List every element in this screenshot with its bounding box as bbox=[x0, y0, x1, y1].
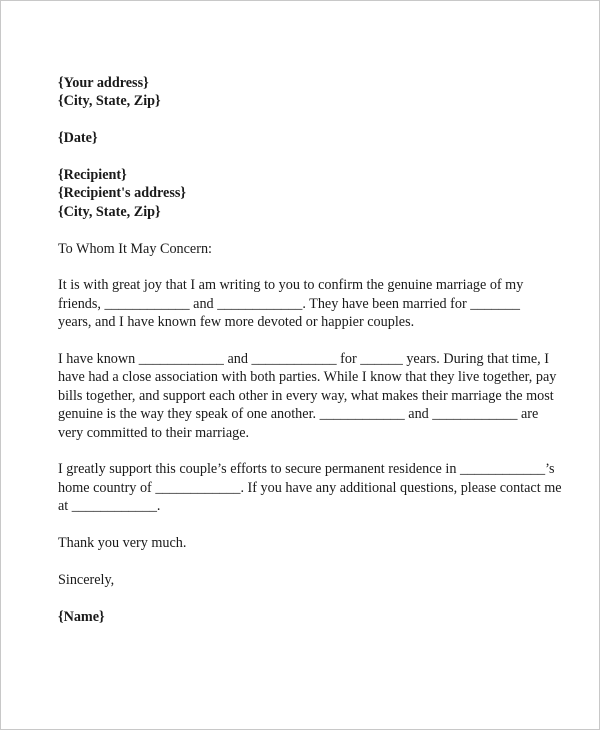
recipient-address: {Recipient's address} bbox=[58, 185, 186, 202]
paragraph-line: genuine is the way they speak of one another. ____________ and ____________ are bbox=[58, 406, 539, 423]
thanks-block bbox=[58, 534, 568, 552]
paragraph-line: bills together, and support each other in every way, what makes their marriage the most bbox=[58, 387, 554, 404]
paragraph-line: home country of ____________. If you have any additional questions, please contact me bbox=[58, 479, 562, 496]
thanks-text: Thank you very much. bbox=[58, 535, 187, 552]
signature-name: {Name} bbox=[58, 608, 105, 625]
recipient-city-state-zip: {City, State, Zip} bbox=[58, 203, 161, 220]
sender-city-state-zip: {City, State, Zip} bbox=[58, 93, 161, 110]
closing-block bbox=[58, 571, 568, 589]
paragraph-line: at ____________. bbox=[58, 498, 161, 515]
paragraph-line: have had a close association with both parties. While I know that they live together, pay bbox=[58, 369, 557, 386]
letter-body bbox=[58, 74, 568, 644]
paragraph-1 bbox=[58, 276, 568, 331]
paragraph-line: I have known ____________ and ____________ for ______ years. During that time, I bbox=[58, 351, 549, 368]
paragraph-line: very committed to their marriage. bbox=[58, 424, 250, 441]
signature-block bbox=[58, 608, 568, 626]
recipient-block bbox=[58, 166, 568, 221]
paragraph-line: friends, ____________ and ____________. They have been married for _______ bbox=[58, 295, 520, 312]
paragraph-line: I greatly support this couple’s efforts to secure permanent residence in ____________’s bbox=[58, 461, 555, 478]
paragraph-line: years, and I have known few more devoted or happier couples. bbox=[58, 314, 415, 331]
salutation-block bbox=[58, 240, 568, 258]
date-block bbox=[58, 129, 568, 147]
recipient-name: {Recipient} bbox=[58, 167, 127, 183]
salutation: To Whom It May Concern: bbox=[58, 240, 212, 257]
paragraph-line: It is with great joy that I am writing to you to confirm the genuine marriage of my bbox=[58, 277, 524, 294]
closing-text: Sincerely, bbox=[58, 571, 115, 588]
paragraph-3 bbox=[58, 460, 568, 515]
sender-block bbox=[58, 74, 568, 111]
paragraph-2 bbox=[58, 350, 568, 442]
letter-date: {Date} bbox=[58, 130, 98, 147]
sender-address: {Your address} bbox=[58, 75, 149, 91]
